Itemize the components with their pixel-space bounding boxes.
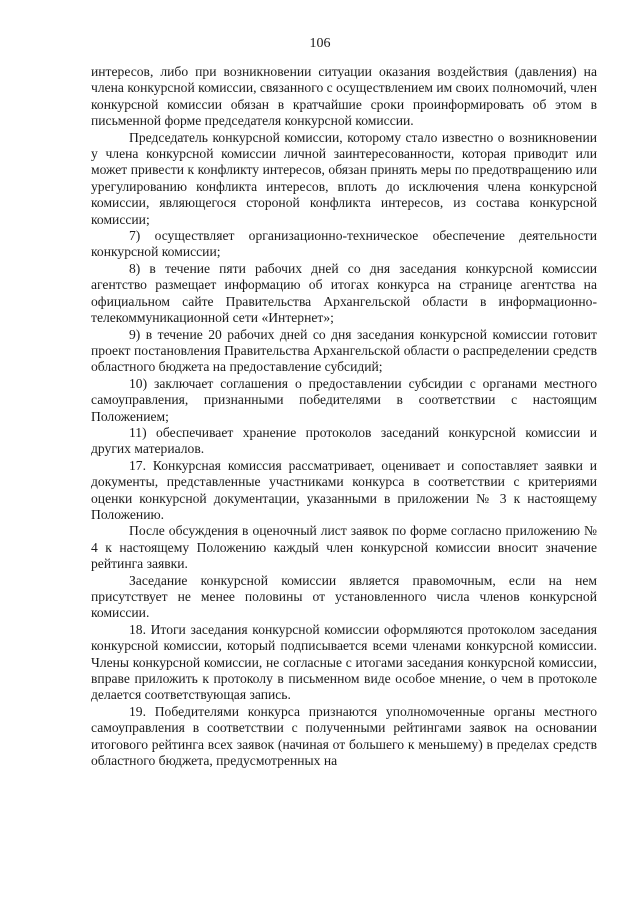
paragraph: 8) в течение пяти рабочих дней со дня заседания конкурсной комиссии агентство размещает информацию об итогах конкурса на странице агентства на официальном сайте Правительства Архангельской области в информационно-телекоммуникационной сети «Интернет»; bbox=[91, 260, 597, 326]
paragraph: 18. Итоги заседания конкурсной комиссии оформляются протоколом заседания конкурсной комиссии, который подписывается всеми членами конкурсной комиссии. Члены конкурсной комиссии, не согласные с итогами заседания конкурсной комиссии, вправе приложить к протоколу в письменном виде особое мнение, о чем в протоколе делается соответствующая запись. bbox=[91, 621, 597, 703]
paragraph: интересов, либо при возникновении ситуации оказания воздействия (давления) на члена конкурсной комиссии, связанного с осуществлением им своих полномочий, член конкурсной комиссии обязан в кратчайшие сроки проинформировать об этом в письменной форме председателя конкурсной комиссии. bbox=[91, 64, 597, 129]
paragraph: После обсуждения в оценочный лист заявок по форме согласно приложению № 4 к настоящему Положению каждый член конкурсной комиссии вносит значение рейтинга заявки. bbox=[91, 523, 597, 572]
paragraph: Председатель конкурсной комиссии, которому стало известно о возникновении у члена конкурсной комиссии личной заинтересованности, которая приводит или может привести к конфликту интересов, обязан принять меры по предотвращению или урегулированию конфликта интересов, вплоть до исключения члена конкурсной комиссии, являющегося стороной конфликта интересов, из состава конкурсной комиссии; bbox=[91, 129, 597, 227]
paragraph: 7) осуществляет организационно-техническое обеспечение деятельности конкурсной комиссии; bbox=[91, 228, 597, 260]
paragraph: Заседание конкурсной комиссии является правомочным, если на нем присутствует не менее половины от установленного числа членов конкурсной комиссии. bbox=[91, 572, 597, 621]
paragraph: 11) обеспечивает хранение протоколов заседаний конкурсной комиссии и других материалов. bbox=[91, 424, 597, 457]
page-number: 106 bbox=[309, 36, 331, 51]
paragraph: 10) заключает соглашения о предоставлении субсидии с органами местного самоуправления, признанными победителями в соответствии с настоящим Положением; bbox=[91, 375, 597, 424]
paragraph: 9) в течение 20 рабочих дней со дня заседания конкурсной комиссии готовит проект постановления Правительства Архангельской области о распределении средств областного бюджета на предоставление субсидий; bbox=[91, 326, 597, 375]
document-body bbox=[91, 64, 597, 769]
paragraph: 17. Конкурсная комиссия рассматривает, оценивает и сопоставляет заявки и документы, представленные участниками конкурса в соответствии с критериями оценки конкурсной документации, указанными в приложении № 3 к настоящему Положению. bbox=[91, 457, 597, 522]
paragraph: 19. Победителями конкурса признаются уполномоченные органы местного самоуправления в соответствии с полученными рейтингами заявок на основании итогового рейтинга всех заявок (начиная от большего к меньшему) в пределах средств областного бюджета, предусмотренных на bbox=[91, 703, 597, 769]
